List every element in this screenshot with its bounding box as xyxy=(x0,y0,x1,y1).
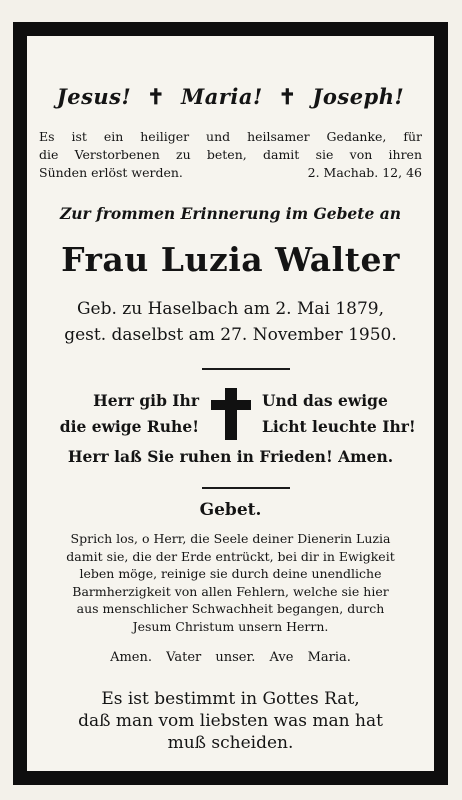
prayer-columns xyxy=(39,388,422,440)
deceased-name: Frau Luzia Walter xyxy=(61,240,400,279)
verse-line-end: Sünden erlöst werden. xyxy=(39,165,183,180)
prayer-right-line: Licht leuchte Ihr! xyxy=(262,417,416,436)
heading-jesus: Jesus! xyxy=(56,84,132,109)
verse-reference: 2. Machab. 12, 46 xyxy=(307,165,422,180)
gebet-line: Sprich los, o Herr, die Seele deiner Dienerin Luzia xyxy=(70,531,391,546)
cross-icon xyxy=(211,388,251,440)
prayer-right-line: Und das ewige xyxy=(262,391,388,410)
verse-line: die Verstorbenen zu beten, damit sie von ihren xyxy=(39,147,422,162)
vater-unser-text: Vater unser. xyxy=(166,650,256,665)
card-content xyxy=(27,36,434,771)
closing-line: daß man vom liebsten was man hat xyxy=(78,711,383,731)
verse-line: Es ist ein heiliger und heilsamer Gedanke, für xyxy=(39,129,422,144)
heading-maria: Maria! xyxy=(180,84,263,109)
prayer-left-line: Herr gib Ihr xyxy=(93,391,199,410)
life-dates xyxy=(39,296,422,348)
verse-line-with-reference xyxy=(39,164,422,182)
birth-date-line: Geb. zu Haselbach am 2. Mai 1879, xyxy=(76,299,385,319)
amen-text: Amen. xyxy=(110,650,153,665)
rest-in-peace-line: Herr laß Sie ruhen in Frieden! Amen. xyxy=(67,447,394,466)
gebet-line: Barmherzigkeit von allen Fehlern, welche sie hier xyxy=(72,583,389,599)
prayer-left xyxy=(39,388,199,440)
black-mourning-border xyxy=(13,22,448,785)
memorial-line: Zur frommen Erinnerung im Gebete an xyxy=(59,204,402,223)
gebet-line: Jesum Christum unsern Herrn. xyxy=(132,618,329,634)
closing-line: Es ist bestimmt in Gottes Rat, xyxy=(101,689,360,709)
closing-prayers-line xyxy=(39,650,422,665)
closing-verse xyxy=(39,688,422,754)
gebet-text xyxy=(39,530,422,635)
eternal-rest-prayer xyxy=(39,388,422,470)
divider-line xyxy=(202,487,290,489)
gebet-line: leben möge, reinige sie durch deine unendliche xyxy=(79,566,382,581)
gebet-line: aus menschlicher Schwachheit begangen, durch xyxy=(76,601,385,616)
death-date-line: gest. daselbst am 27. November 1950. xyxy=(64,325,397,345)
scripture-verse xyxy=(39,128,422,182)
prayer-left-line: die ewige Ruhe! xyxy=(59,417,199,436)
heading-joseph: Joseph! xyxy=(312,84,405,109)
cross-icon: ✝ xyxy=(147,84,166,109)
closing-line: muß scheiden. xyxy=(167,733,294,753)
gebet-title: Gebet. xyxy=(199,500,262,520)
invocation-heading xyxy=(39,84,422,109)
divider-line xyxy=(202,368,290,370)
ave-maria-text: Ave Maria. xyxy=(269,650,351,665)
cross-icon: ✝ xyxy=(278,84,297,109)
gebet-line: damit sie, die der Erde entrückt, bei dir in Ewigkeit xyxy=(66,548,395,564)
prayer-right xyxy=(262,388,422,440)
